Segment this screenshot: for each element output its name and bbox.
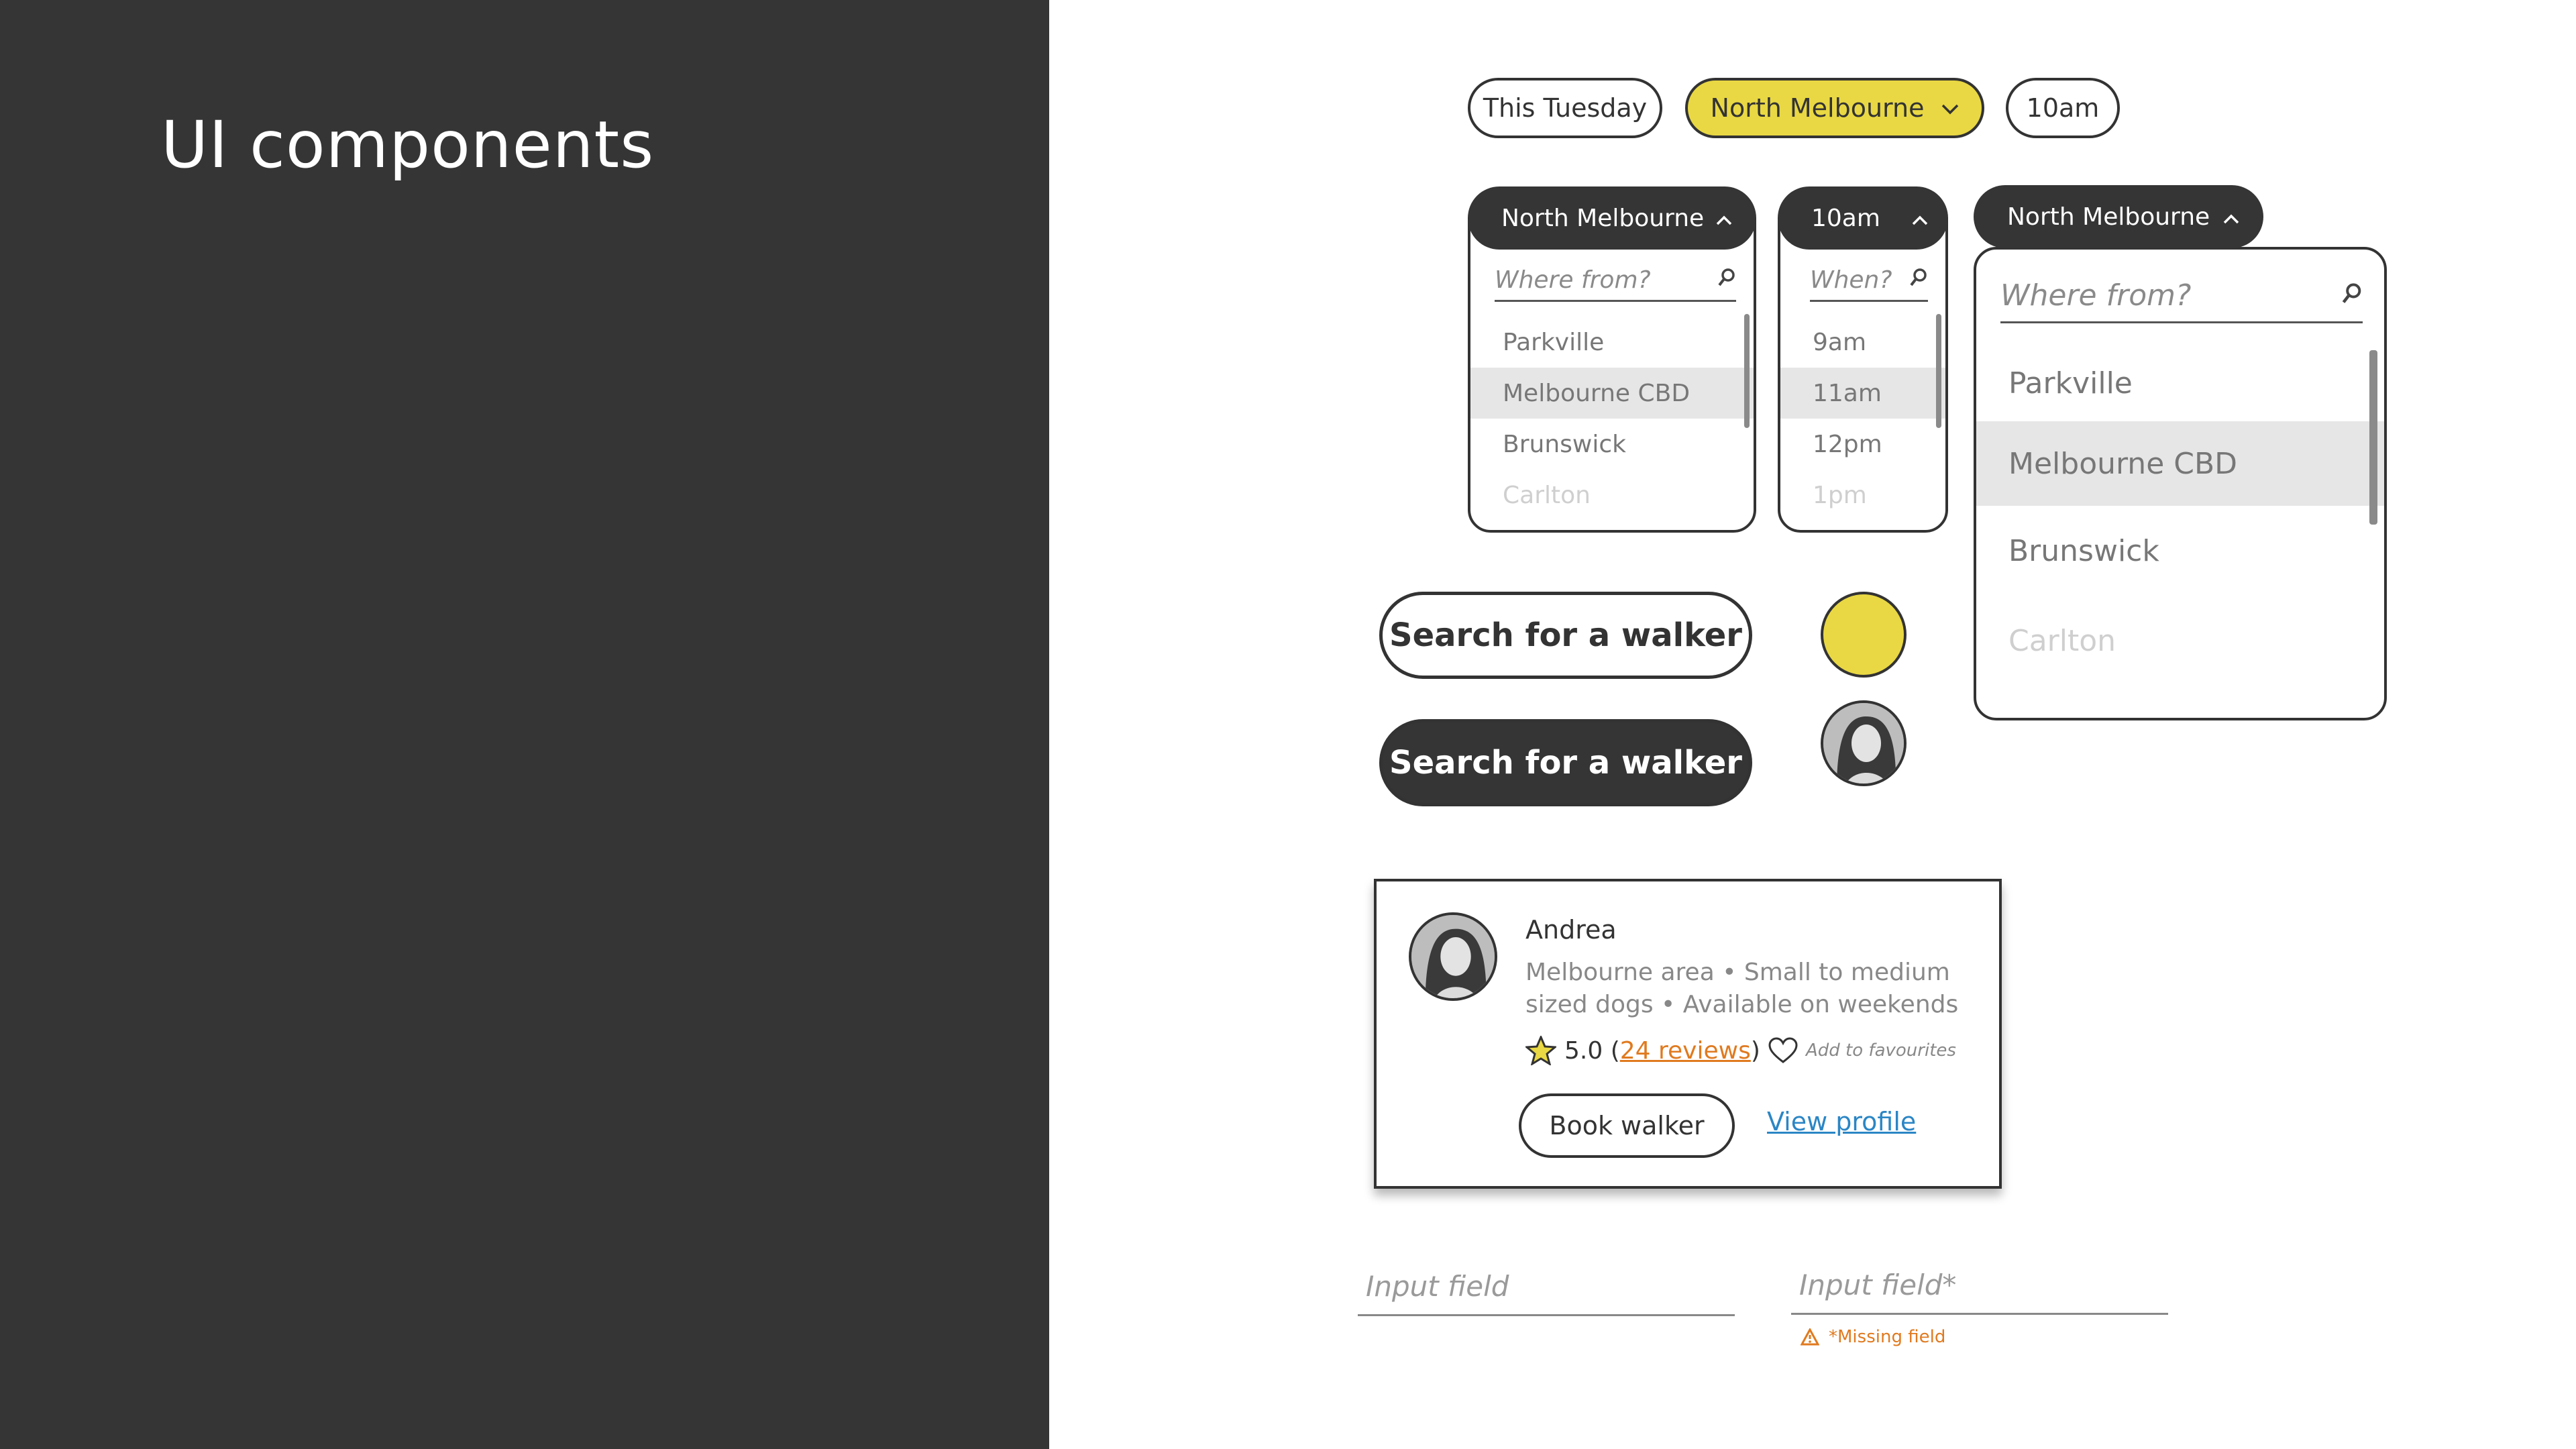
location-option[interactable]	[1470, 419, 1754, 470]
scrollbar[interactable]	[2369, 350, 2377, 525]
location-search-small[interactable]	[1495, 260, 1736, 302]
location-dropdown-large-header-label: North Melbourne	[2007, 203, 2210, 231]
location-dropdown-small	[1468, 217, 1756, 533]
walker-avatar	[1409, 912, 1497, 1001]
day-pill-label: This Tuesday	[1483, 93, 1648, 123]
time-dropdown	[1778, 217, 1948, 533]
search-icon	[1717, 266, 1736, 294]
location-option-label: Parkville	[2008, 366, 2133, 400]
location-option[interactable]	[1976, 596, 2384, 686]
location-search-large[interactable]	[2000, 270, 2363, 323]
star-icon	[1525, 1036, 1556, 1065]
chevron-up-icon	[1716, 205, 1732, 232]
time-search[interactable]	[1810, 260, 1928, 302]
left-panel	[0, 0, 1049, 1449]
location-dropdown-small-header[interactable]	[1468, 186, 1756, 250]
book-walker-button[interactable]	[1519, 1093, 1735, 1158]
location-option[interactable]	[1470, 470, 1754, 521]
time-option-selected[interactable]	[1780, 368, 1945, 419]
location-option-label: Melbourne CBD	[1503, 379, 1690, 407]
location-dropdown-large	[1974, 247, 2387, 720]
time-option-label: 12pm	[1813, 430, 1882, 458]
location-option-label: Melbourne CBD	[2008, 446, 2238, 481]
slide-title: UI components	[161, 107, 655, 182]
scrollbar[interactable]	[1936, 314, 1941, 428]
missing-field-error	[1801, 1327, 1945, 1347]
search-icon	[2341, 278, 2363, 313]
time-option[interactable]	[1780, 470, 1945, 521]
location-option-label: Brunswick	[2008, 533, 2159, 568]
time-option[interactable]	[1780, 419, 1945, 470]
time-pill-label: 10am	[2026, 93, 2100, 123]
time-option-label: 9am	[1813, 328, 1867, 356]
location-pill[interactable]	[1685, 78, 1984, 138]
location-option[interactable]	[1470, 317, 1754, 368]
time-pill[interactable]	[2006, 78, 2120, 138]
chevron-up-icon	[1912, 205, 1928, 232]
time-option-label: 11am	[1813, 379, 1882, 407]
book-walker-button-label: Book walker	[1549, 1111, 1705, 1140]
location-option-label: Parkville	[1503, 328, 1605, 356]
add-to-favourites[interactable]	[1768, 1037, 1956, 1064]
view-profile-link[interactable]: View profile	[1767, 1107, 1917, 1136]
time-dropdown-header-label: 10am	[1811, 204, 1880, 232]
walker-card	[1374, 879, 2002, 1189]
search-icon	[1909, 266, 1928, 294]
scrollbar[interactable]	[1744, 314, 1750, 428]
location-search-small-placeholder: Where from?	[1495, 266, 1651, 294]
location-search-large-placeholder: Where from?	[2000, 278, 2192, 313]
time-dropdown-header[interactable]	[1778, 186, 1948, 250]
location-option[interactable]	[1976, 338, 2384, 428]
location-option-selected[interactable]	[1470, 368, 1754, 419]
yellow-circle-button[interactable]	[1821, 592, 1907, 678]
chevron-up-icon	[2223, 203, 2239, 231]
time-search-placeholder: When?	[1810, 266, 1892, 294]
avatar	[1821, 700, 1907, 786]
input-field[interactable]	[1358, 1258, 1735, 1316]
location-dropdown-large-header[interactable]	[1974, 185, 2263, 248]
walker-rating	[1525, 1036, 1760, 1065]
rating-value: 5.0	[1564, 1036, 1603, 1065]
walker-name: Andrea	[1525, 915, 1617, 945]
heart-icon	[1768, 1037, 1798, 1064]
location-option[interactable]	[1976, 506, 2384, 596]
location-pill-label: North Melbourne	[1710, 93, 1925, 123]
search-walker-button-outline[interactable]	[1379, 592, 1752, 679]
search-walker-button-outline-label: Search for a walker	[1389, 616, 1742, 654]
time-option[interactable]	[1780, 317, 1945, 368]
reviews-prefix: (	[1603, 1036, 1620, 1065]
chevron-down-icon	[1941, 97, 1959, 120]
location-option-selected[interactable]	[1976, 421, 2384, 506]
search-walker-button-filled[interactable]	[1379, 719, 1752, 806]
walker-description	[1525, 957, 1958, 1021]
location-dropdown-small-header-label: North Melbourne	[1501, 204, 1705, 232]
location-option-label: Carlton	[1503, 481, 1591, 509]
add-to-favourites-label: Add to favourites	[1806, 1040, 1956, 1061]
time-option-label: 1pm	[1813, 481, 1867, 509]
location-option-label: Brunswick	[1503, 430, 1626, 458]
missing-field-error-text: *Missing field	[1829, 1327, 1946, 1347]
search-walker-button-filled-label: Search for a walker	[1389, 744, 1742, 782]
walker-description-line: Melbourne area • Small to medium	[1525, 959, 1950, 986]
warning-icon	[1801, 1328, 1819, 1346]
required-input-field[interactable]	[1791, 1257, 2168, 1315]
day-pill[interactable]	[1468, 78, 1662, 138]
reviews-link[interactable]: 24 reviews	[1619, 1036, 1751, 1065]
reviews-suffix: )	[1750, 1036, 1760, 1065]
walker-description-line: sized dogs • Available on weekends	[1525, 991, 1959, 1018]
location-option-label: Carlton	[2008, 623, 2116, 658]
